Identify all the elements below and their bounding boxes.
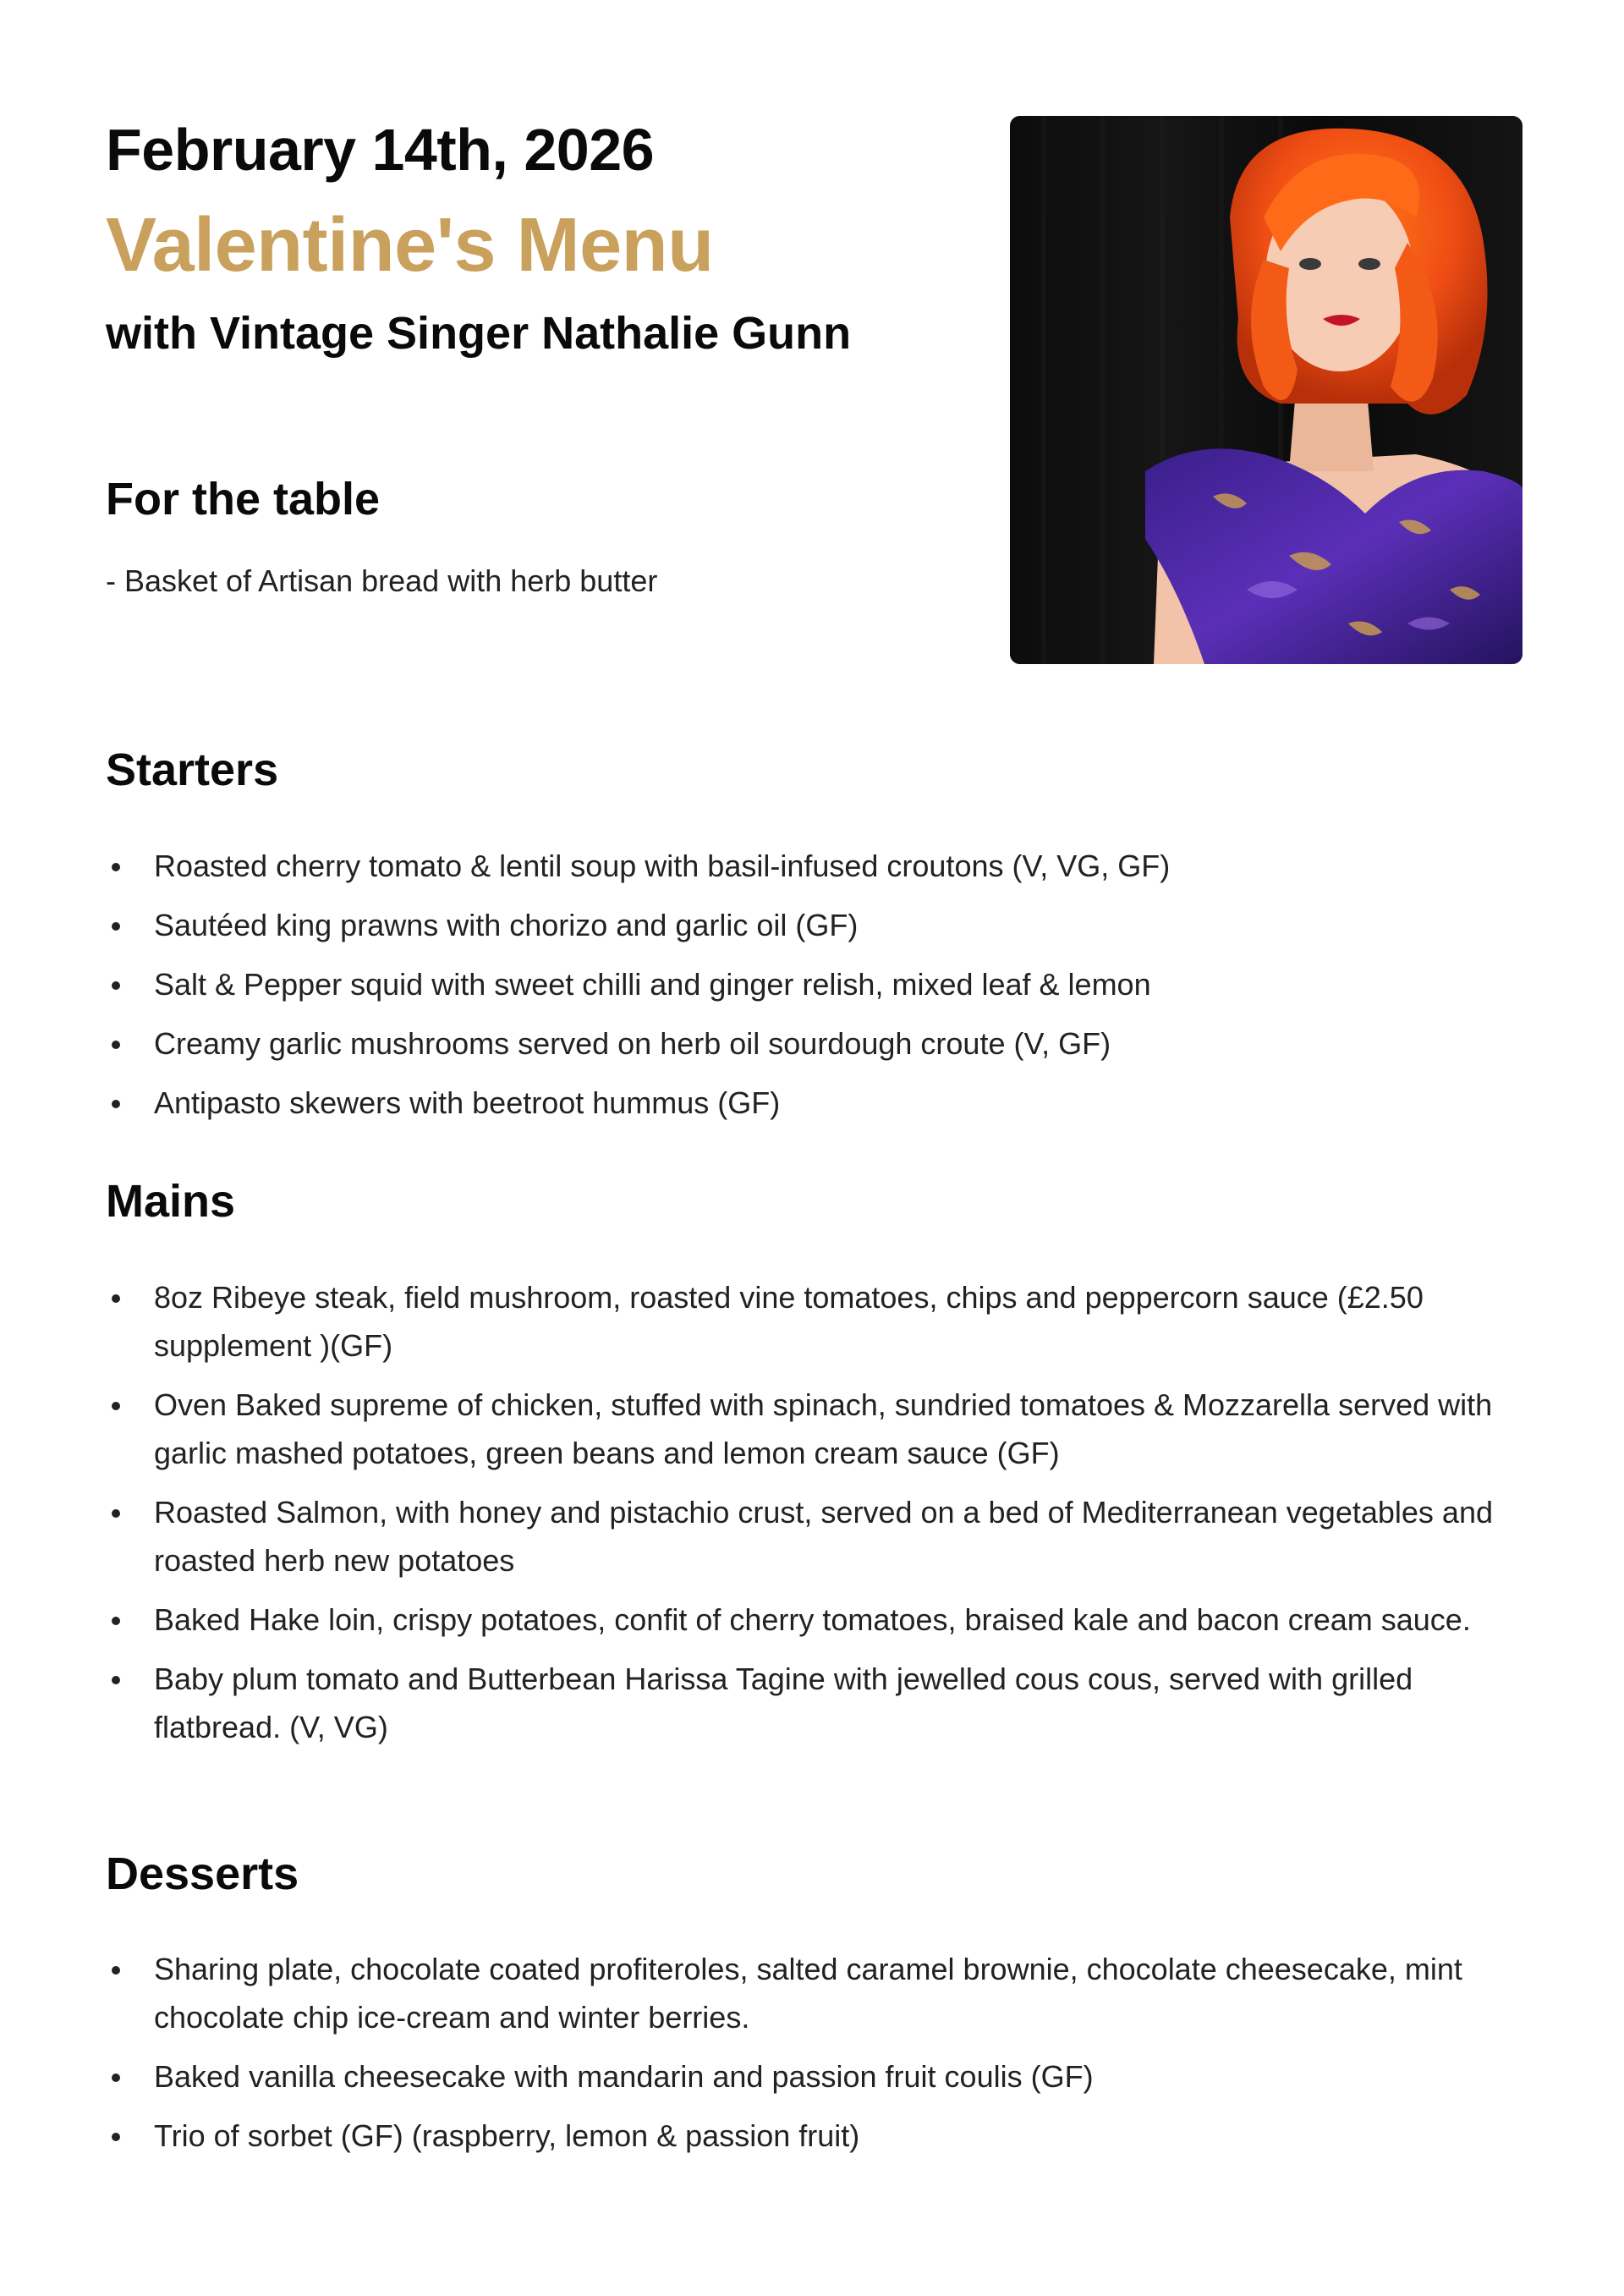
section-heading-starters: Starters [106, 744, 279, 795]
list-item: Sharing plate, chocolate coated profiteroles, salted caramel brownie, chocolate cheesecake, mint chocolate chip ice-cream and winter berries. [106, 1945, 1535, 2041]
starters-list [106, 842, 1535, 1138]
list-item: Sautéed king prawns with chorizo and garlic oil (GF) [106, 901, 1535, 949]
desserts-list [106, 1945, 1535, 2171]
section-heading-mains: Mains [106, 1176, 236, 1227]
list-item: Baby plum tomato and Butterbean Harissa Tagine with jewelled cous cous, served with grilled flatbread. (V, VG) [106, 1655, 1535, 1751]
list-item: Baked vanilla cheesecake with mandarin and passion fruit coulis (GF) [106, 2052, 1535, 2101]
singer-photo [1010, 116, 1522, 664]
list-item: Creamy garlic mushrooms served on herb oil sourdough croute (V, GF) [106, 1019, 1535, 1068]
list-item: Antipasto skewers with beetroot hummus (GF) [106, 1079, 1535, 1127]
list-item: Oven Baked supreme of chicken, stuffed with spinach, sundried tomatoes & Mozzarella served with garlic mashed potatoes, green beans and lemon cream sauce (GF) [106, 1381, 1535, 1477]
list-item: 8oz Ribeye steak, field mushroom, roasted vine tomatoes, chips and peppercorn sauce (£2.50 supplement )(GF) [106, 1273, 1535, 1370]
list-item: Roasted cherry tomato & lentil soup with basil-infused croutons (V, VG, GF) [106, 842, 1535, 890]
menu-title: Valentine's Menu [106, 203, 714, 288]
list-item: Salt & Pepper squid with sweet chilli and ginger relish, mixed leaf & lemon [106, 960, 1535, 1008]
list-item: Baked Hake loin, crispy potatoes, confit of cherry tomatoes, braised kale and bacon cream sauce. [106, 1596, 1535, 1644]
list-item: Trio of sorbet (GF) (raspberry, lemon & passion fruit) [106, 2112, 1535, 2160]
singer-portrait-illustration [1010, 116, 1522, 664]
menu-date: February 14th, 2026 [106, 117, 655, 183]
menu-subtitle: with Vintage Singer Nathalie Gunn [106, 308, 852, 359]
list-item: Roasted Salmon, with honey and pistachio crust, served on a bed of Mediterranean vegetables and roasted herb new potatoes [106, 1488, 1535, 1585]
section-heading-desserts: Desserts [106, 1848, 299, 1899]
section-heading-table: For the table [106, 474, 381, 525]
mains-list [106, 1273, 1535, 1762]
table-item: - Basket of Artisan bread with herb butter [106, 563, 658, 598]
